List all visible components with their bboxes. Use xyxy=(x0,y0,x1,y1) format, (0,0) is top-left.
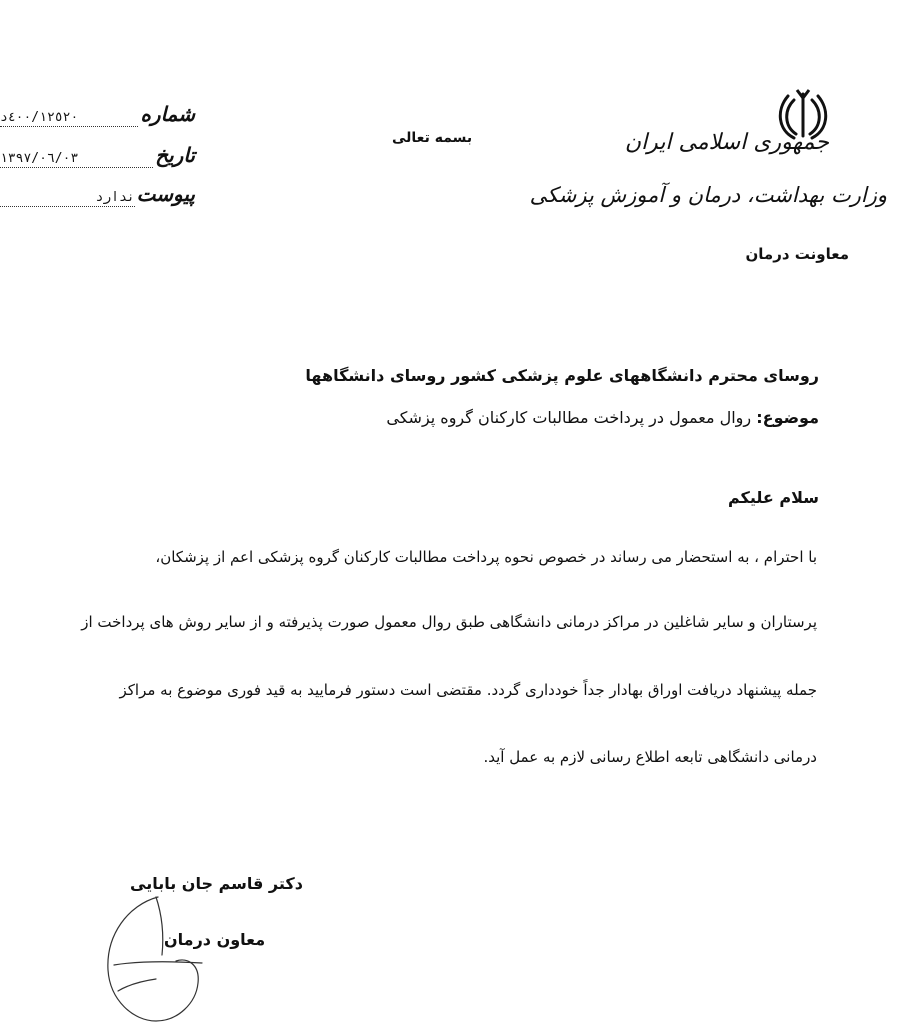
ministry-name: وزارت بهداشت، درمان و آموزش پزشکی xyxy=(529,183,887,207)
signer-title: معاون درمان xyxy=(164,930,266,949)
body-line: درمانی دانشگاهی تابعه اطلاع رسانی لازم به عمل آید. xyxy=(483,748,817,766)
body-line: پرستاران و سایر شاغلین در مراکز درمانی دانشگاهی طبق روال معمول صورت پذیرفته و از سایر روش های پرداخت از xyxy=(81,613,817,631)
attachment-value: ندارد xyxy=(0,190,135,207)
signer-name: دکتر قاسم جان بابایی xyxy=(130,874,303,893)
date-label: تاریخ xyxy=(155,143,195,167)
department-name: معاونت درمان xyxy=(745,245,849,263)
meta-number-row xyxy=(0,102,195,127)
invocation: بسمه تعالی xyxy=(392,130,473,146)
body-line: جمله پیشنهاد دریافت اوراق بهادار جداً خودداری گردد. مقتضی است دستور فرمایید به قید فوری موضوع به مراکز xyxy=(119,681,817,699)
subject-text: روال معمول در پرداخت مطالبات کارکنان گروه پزشکی xyxy=(386,408,752,427)
country-name: جمهوری اسلامی ایران xyxy=(624,130,829,155)
subject-label: موضوع: xyxy=(756,408,819,427)
body-line: با احترام ، به استحضار می رساند در خصوص نحوه پرداخت مطالبات کارکنان گروه پزشکی اعم از پزشکان، xyxy=(155,548,817,566)
meta-attachment-row xyxy=(0,182,195,207)
number-value: ٤٠٠/١٢٥٢٠د xyxy=(0,110,138,127)
greeting: سلام علیکم xyxy=(727,488,819,507)
handwritten-signature xyxy=(98,895,218,1024)
date-value: ١٣٩٧/٠٦/٠٣ xyxy=(0,151,153,168)
number-label: شماره xyxy=(140,102,195,126)
subject-line xyxy=(386,408,819,427)
meta-date-row xyxy=(0,143,195,168)
recipient-line: روسای محترم دانشگاههای علوم پزشکی کشور روسای دانشگاهها xyxy=(305,366,819,385)
attachment-label: پیوست xyxy=(136,182,195,206)
